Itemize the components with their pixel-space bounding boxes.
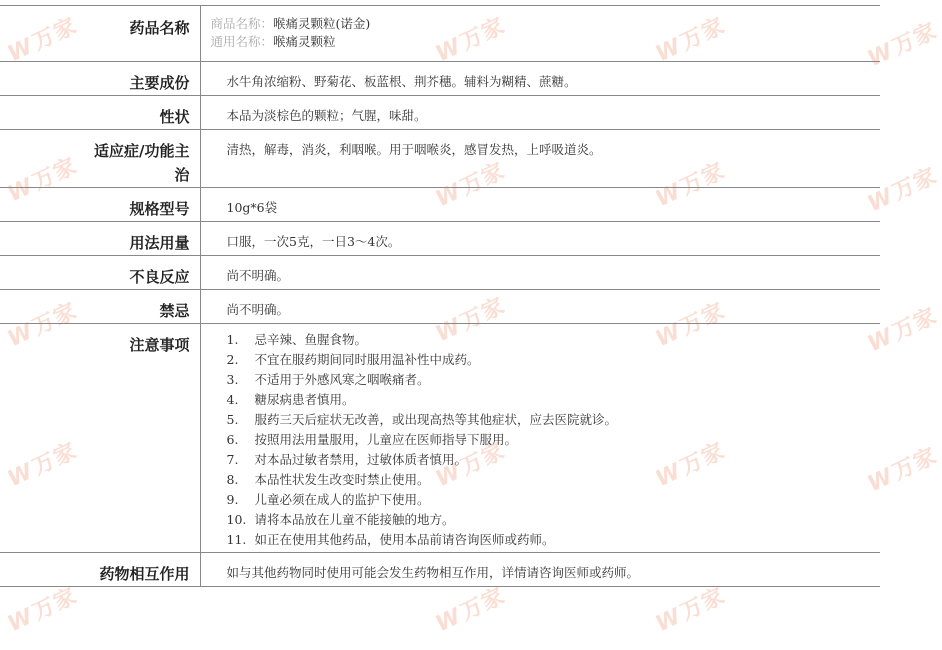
watermark-text: 万家	[676, 298, 730, 341]
watermark-w-icon: W	[652, 178, 686, 213]
watermark-text: 万家	[28, 438, 82, 481]
precaution-item	[227, 410, 881, 430]
watermark-w-icon: W	[432, 313, 466, 348]
watermark-w-icon: W	[432, 458, 466, 493]
row-indications	[0, 130, 880, 188]
watermark-w-icon: W	[864, 463, 898, 498]
watermark-w-icon: W	[432, 33, 466, 68]
precaution-number: 3.	[226, 372, 239, 387]
row-value: 水牛角浓缩粉、野菊花、板蓝根、荆芥穗。辅料为糊精、蔗糖。	[200, 62, 880, 96]
row-label: 用法用量	[0, 222, 200, 256]
watermark-w-icon: W	[4, 318, 38, 353]
precaution-number: 1.	[226, 332, 239, 347]
watermark-w-icon: W	[864, 323, 898, 358]
generic-name-line	[211, 33, 881, 51]
watermark-w-icon: W	[864, 183, 898, 218]
row-spec	[0, 188, 880, 222]
watermark-text: 万家	[676, 158, 730, 201]
row-value: 尚不明确。	[200, 256, 880, 290]
precaution-text: 服药三天后症状无改善，或出现高热等其他症状，应去医院就诊。	[254, 412, 618, 427]
watermark-w-icon: W	[432, 178, 466, 213]
precaution-item	[227, 370, 881, 390]
row-value: 清热，解毒，消炎，利咽喉。用于咽喉炎，感冒发热，上呼吸道炎。	[200, 130, 880, 188]
row-appearance	[0, 96, 880, 130]
precaution-number: 2.	[226, 352, 239, 367]
watermark-text: 万家	[28, 298, 82, 341]
generic-name-value: 喉痛灵颗粒	[273, 34, 336, 49]
watermark-w-icon: W	[652, 33, 686, 68]
watermark-w-icon: W	[4, 33, 38, 68]
label-line-1: 适应症/功能主	[94, 142, 190, 160]
watermark-w-icon: W	[652, 318, 686, 353]
watermark-text: 万家	[676, 583, 730, 626]
precaution-item	[227, 350, 881, 370]
precaution-text: 不宜在服药期间同时服用温补性中成药。	[254, 352, 480, 367]
precaution-item	[227, 530, 881, 550]
row-label	[0, 130, 200, 188]
trade-name-key: 商品名称：	[210, 16, 274, 31]
precaution-number: 8.	[226, 472, 239, 487]
row-value: 尚不明确。	[200, 290, 880, 324]
precautions-list	[227, 330, 881, 550]
watermark-w-icon: W	[4, 173, 38, 208]
row-label: 药物相互作用	[0, 553, 200, 587]
generic-name-key: 通用名称：	[210, 34, 274, 49]
precaution-item	[227, 390, 881, 410]
watermark-text: 万家	[456, 158, 510, 201]
row-value: 口服，一次5克，一日3～4次。	[200, 222, 880, 256]
row-adverse-reactions	[0, 256, 880, 290]
precaution-item	[227, 450, 881, 470]
watermark-text: 万家	[456, 13, 510, 56]
precaution-text: 不适用于外感风寒之咽喉痛者。	[254, 372, 430, 387]
precaution-text: 如正在使用其他药品，使用本品前请咨询医师或药师。	[254, 532, 555, 547]
watermark-text: 万家	[676, 438, 730, 481]
watermark-text: 万家	[456, 438, 510, 481]
watermark-w-icon: W	[864, 38, 898, 73]
watermark-logo	[2, 579, 82, 638]
row-drug-name	[0, 6, 880, 62]
watermark-w-icon: W	[432, 603, 466, 638]
precaution-item	[227, 510, 881, 530]
precaution-text: 本品性状发生改变时禁止使用。	[254, 472, 430, 487]
watermark-text: 万家	[28, 153, 82, 196]
precaution-number: 5.	[226, 412, 239, 427]
watermark-text: 万家	[456, 583, 510, 626]
precaution-item	[227, 430, 881, 450]
precaution-number: 7.	[226, 452, 239, 467]
watermark-text: 万家	[676, 13, 730, 56]
precaution-text: 糖尿病患者慎用。	[254, 392, 355, 407]
row-contraindications	[0, 290, 880, 324]
watermark-text: 万家	[888, 163, 942, 206]
watermark-w-icon: W	[652, 603, 686, 638]
precaution-text: 忌辛辣、鱼腥食物。	[254, 332, 368, 347]
watermark-text: 万家	[888, 443, 942, 486]
row-label: 性状	[0, 96, 200, 130]
row-value: 本品为淡棕色的颗粒；气腥，味甜。	[200, 96, 880, 130]
watermark-logo	[430, 579, 510, 638]
row-value: 10g*6袋	[200, 188, 880, 222]
precaution-item	[227, 470, 881, 490]
watermark-text: 万家	[888, 18, 942, 61]
trade-name-line	[211, 15, 881, 33]
row-value	[200, 6, 880, 62]
row-dosage	[0, 222, 880, 256]
watermark-w-icon: W	[4, 603, 38, 638]
row-precautions	[0, 324, 880, 553]
precaution-text: 对本品过敏者禁用，过敏体质者慎用。	[254, 452, 468, 467]
row-label: 主要成份	[0, 62, 200, 96]
watermark-w-icon: W	[4, 458, 38, 493]
trade-name-value: 喉痛灵颗粒(诺金)	[273, 16, 371, 31]
drug-info-table	[0, 5, 880, 587]
precaution-text: 按照用法用量服用，儿童应在医师指导下服用。	[254, 432, 518, 447]
row-label: 不良反应	[0, 256, 200, 290]
precaution-text: 请将本品放在儿童不能接触的地方。	[254, 512, 455, 527]
row-label: 禁忌	[0, 290, 200, 324]
watermark-text: 万家	[28, 583, 82, 626]
row-ingredients	[0, 62, 880, 96]
row-label: 规格型号	[0, 188, 200, 222]
precaution-item	[227, 490, 881, 510]
row-label: 药品名称	[0, 6, 200, 62]
precaution-number: 4.	[226, 392, 239, 407]
precaution-number: 6.	[226, 432, 239, 447]
row-label: 注意事项	[0, 324, 200, 553]
precaution-item	[227, 330, 881, 350]
watermark-w-icon: W	[652, 458, 686, 493]
precaution-text: 儿童必须在成人的监护下使用。	[254, 492, 430, 507]
precaution-number: 9.	[226, 492, 239, 507]
precaution-number: 10.	[226, 512, 247, 527]
watermark-text: 万家	[456, 293, 510, 336]
watermark-text: 万家	[888, 303, 942, 346]
watermark-text: 万家	[28, 13, 82, 56]
label-line-2: 治	[174, 166, 190, 184]
row-interactions	[0, 553, 880, 587]
row-value	[200, 324, 880, 553]
row-value: 如与其他药物同时使用可能会发生药物相互作用，详情请咨询医师或药师。	[200, 553, 880, 587]
precaution-number: 11.	[226, 532, 247, 547]
watermark-logo	[650, 579, 730, 638]
